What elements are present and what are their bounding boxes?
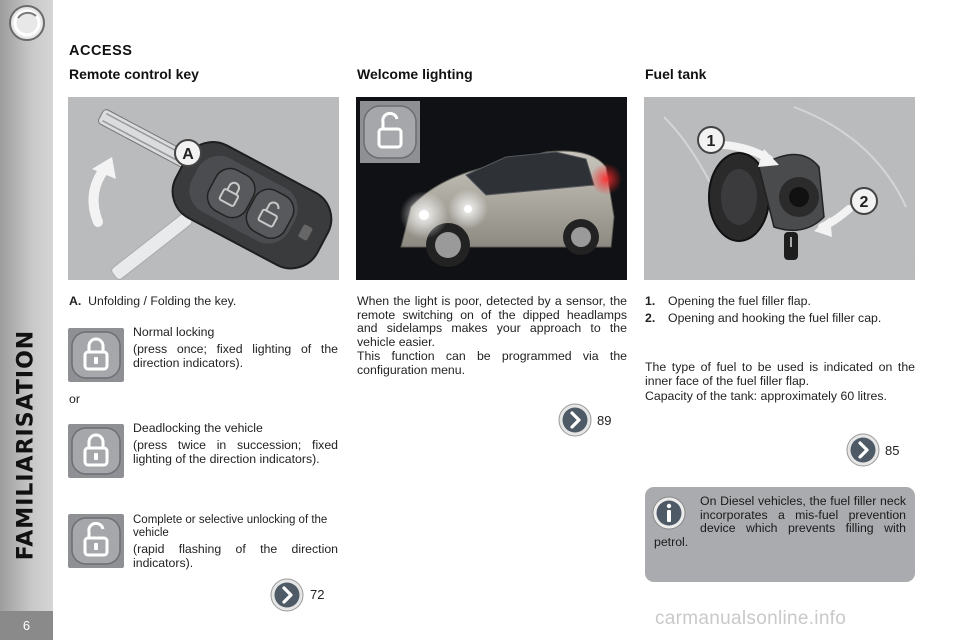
remote-key-title: Remote control key	[69, 66, 199, 82]
chevron-right-circle-icon[interactable]	[846, 433, 880, 467]
welcome-para-2: This function can be programmed via the configuration menu.	[357, 349, 627, 377]
normal-lock-button-image	[68, 328, 124, 382]
diesel-info-box	[645, 487, 915, 582]
padlock-open-icon	[68, 514, 124, 568]
welcome-para-1: When the light is poor, detected by a sensor, the remote switching on of the dipped headlamps and sidelamps makes your approach to the vehicle easier.	[357, 294, 627, 349]
section-title: ACCESS	[69, 43, 133, 59]
fuel-step-2	[645, 312, 915, 326]
unlock-desc: (rapid flashing of the direction indicators).	[133, 542, 338, 570]
remote-key-illustration	[68, 97, 339, 280]
chapter-title: FAMILIARISATION	[13, 329, 39, 561]
ref-page-fuel[interactable]: 85	[885, 443, 900, 458]
brand-circle-icon	[8, 4, 46, 42]
fuel-para-2: Capacity of the tank: approximately 60 litres.	[645, 389, 887, 403]
sidebar	[0, 0, 53, 640]
watermark: carmanualsonline.info	[655, 608, 847, 629]
key-drawing	[68, 97, 339, 280]
unlock-title: Complete or selective unlocking of the vehicle	[133, 514, 328, 539]
deadlock-desc: (press twice in succession; fixed lighting of the direction indicators).	[133, 438, 338, 466]
padlock-open-icon	[360, 101, 420, 163]
ref-page-welcome[interactable]: 89	[597, 413, 612, 428]
fuel-step-num: 1.	[645, 294, 656, 308]
key-callout-a: A	[182, 146, 194, 163]
fuel-tank-illustration	[644, 97, 915, 280]
diesel-info-content: On Diesel vehicles, the fuel filler neck incorporates a mis-fuel prevention device which prevents filling with petrol.	[654, 494, 906, 549]
unlock-inset	[360, 101, 420, 163]
chevron-right-circle-icon[interactable]	[558, 403, 592, 437]
deadlock-title: Deadlocking the vehicle	[133, 421, 263, 435]
diesel-info-text	[654, 495, 906, 549]
fuel-callout-1: 1	[706, 133, 716, 150]
unfold-text: Unfolding / Folding the key.	[88, 294, 237, 308]
fuel-tank-title: Fuel tank	[645, 66, 707, 82]
or-text: or	[69, 392, 80, 406]
page-number: 6	[0, 611, 53, 640]
fuel-step-text: Opening the fuel filler flap.	[668, 294, 811, 308]
fuel-step-1	[645, 295, 915, 309]
deadlock-button-image	[68, 424, 124, 478]
unlock-button-image	[68, 514, 124, 568]
normal-lock-desc: (press once; fixed lighting of the direction indicators).	[133, 342, 338, 370]
unfold-line	[69, 295, 341, 309]
padlock-closed-icon	[68, 424, 124, 478]
fuel-step-num: 2.	[645, 311, 656, 325]
normal-lock-title: Normal locking	[133, 325, 215, 339]
unfold-label: A.	[69, 294, 82, 308]
fuel-step-text: Opening and hooking the fuel filler cap.	[668, 311, 882, 325]
welcome-lighting-title: Welcome lighting	[357, 66, 473, 82]
welcome-lighting-illustration	[356, 97, 627, 280]
chevron-right-circle-icon[interactable]	[270, 578, 304, 612]
fuel-para-1: The type of fuel to be used is indicated on the inner face of the fuel filler flap.	[645, 360, 915, 388]
padlock-closed-icon	[68, 328, 124, 382]
fuel-callout-2: 2	[859, 194, 869, 211]
ref-page-remote[interactable]: 72	[310, 587, 325, 602]
fuel-flap-drawing	[644, 97, 915, 280]
